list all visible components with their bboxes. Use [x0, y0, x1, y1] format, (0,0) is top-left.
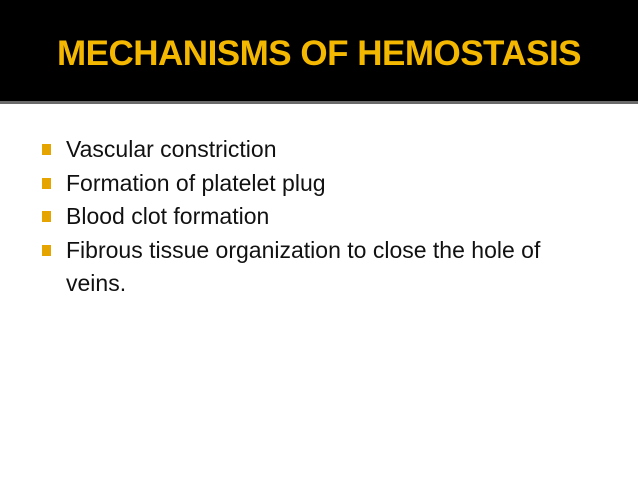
bullet-text: Vascular constriction [66, 136, 277, 162]
slide-title: MECHANISMS OF HEMOSTASIS [56, 34, 582, 73]
square-bullet-icon [42, 144, 51, 155]
bullet-list [42, 133, 602, 301]
square-bullet-icon [42, 245, 51, 256]
title-band [0, 0, 638, 101]
bullet-item [42, 133, 602, 167]
bullet-item [42, 167, 602, 201]
bullet-item [42, 234, 602, 301]
bullet-text: Blood clot formation [66, 203, 270, 229]
bullet-item [42, 200, 602, 234]
square-bullet-icon [42, 178, 51, 189]
square-bullet-icon [42, 211, 51, 222]
bullet-text: Fibrous tissue organization to close the hole of veins. [66, 236, 541, 296]
bullet-text: Formation of platelet plug [66, 169, 326, 196]
